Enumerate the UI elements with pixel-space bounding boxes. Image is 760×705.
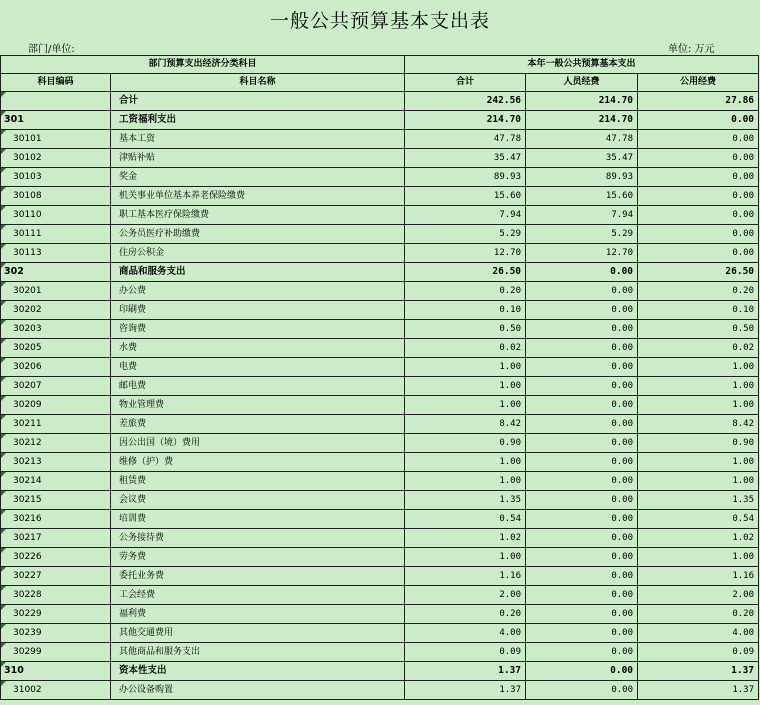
- cell-public: 0.00: [638, 111, 759, 130]
- cell-code: 30214: [1, 472, 111, 491]
- cell-total: 0.09: [405, 643, 526, 662]
- table-row: [1, 168, 759, 187]
- cell-public: 27.86: [638, 92, 759, 111]
- cell-name: 因公出国（境）费用: [111, 434, 405, 453]
- cell-total: 0.20: [405, 605, 526, 624]
- cell-public: 0.00: [638, 225, 759, 244]
- cell-public: 0.00: [638, 130, 759, 149]
- cell-public: 1.00: [638, 358, 759, 377]
- cell-personnel: 0.00: [526, 662, 638, 681]
- cell-name: 公务员医疗补助缴费: [111, 225, 405, 244]
- cell-code: 30101: [1, 130, 111, 149]
- cell-name: 物业管理费: [111, 396, 405, 415]
- cell-name: 职工基本医疗保险缴费: [111, 206, 405, 225]
- cell-personnel: 0.00: [526, 358, 638, 377]
- cell-personnel: 0.00: [526, 472, 638, 491]
- cell-name: 办公设备购置: [111, 681, 405, 700]
- cell-total: 12.70: [405, 244, 526, 263]
- cell-code: [1, 92, 111, 111]
- table-body: [1, 92, 759, 700]
- table-row: [1, 282, 759, 301]
- cell-code: 30113: [1, 244, 111, 263]
- cell-name: 基本工资: [111, 130, 405, 149]
- cell-name: 水费: [111, 339, 405, 358]
- cell-public: 1.16: [638, 567, 759, 586]
- cell-public: 2.00: [638, 586, 759, 605]
- cell-code: 30227: [1, 567, 111, 586]
- cell-total: 5.29: [405, 225, 526, 244]
- header-group-classification: 部门预算支出经济分类科目: [1, 56, 405, 74]
- cell-code: 30201: [1, 282, 111, 301]
- cell-personnel: 0.00: [526, 548, 638, 567]
- cell-total: 1.00: [405, 472, 526, 491]
- cell-personnel: 0.00: [526, 320, 638, 339]
- cell-total: 1.00: [405, 396, 526, 415]
- cell-name: 奖金: [111, 168, 405, 187]
- cell-code: 30299: [1, 643, 111, 662]
- cell-public: 1.37: [638, 681, 759, 700]
- cell-public: 1.00: [638, 396, 759, 415]
- cell-total: 1.00: [405, 377, 526, 396]
- cell-name: 其他交通费用: [111, 624, 405, 643]
- cell-personnel: 0.00: [526, 415, 638, 434]
- cell-personnel: 0.00: [526, 605, 638, 624]
- cell-code: 310: [1, 662, 111, 681]
- header-public: 公用经费: [638, 74, 759, 92]
- cell-public: 1.37: [638, 662, 759, 681]
- cell-name: 电费: [111, 358, 405, 377]
- cell-personnel: 0.00: [526, 263, 638, 282]
- cell-name: 商品和服务支出: [111, 263, 405, 282]
- table-row: [1, 149, 759, 168]
- cell-personnel: 0.00: [526, 624, 638, 643]
- cell-name: 差旅费: [111, 415, 405, 434]
- table-row: [1, 472, 759, 491]
- cell-code: 30203: [1, 320, 111, 339]
- cell-code: 30110: [1, 206, 111, 225]
- cell-total: 214.70: [405, 111, 526, 130]
- cell-code: 30111: [1, 225, 111, 244]
- cell-total: 7.94: [405, 206, 526, 225]
- cell-personnel: 0.00: [526, 643, 638, 662]
- department-label: 部门/单位:: [28, 44, 75, 55]
- cell-public: 0.00: [638, 244, 759, 263]
- table-row: [1, 415, 759, 434]
- table-row: [1, 681, 759, 700]
- table-row: [1, 605, 759, 624]
- cell-personnel: 0.00: [526, 282, 638, 301]
- cell-total: 0.02: [405, 339, 526, 358]
- table-row: [1, 187, 759, 206]
- cell-code: 30206: [1, 358, 111, 377]
- header-group-budget: 本年一般公共预算基本支出: [405, 56, 759, 74]
- cell-public: 1.00: [638, 453, 759, 472]
- cell-name: 资本性支出: [111, 662, 405, 681]
- cell-public: 26.50: [638, 263, 759, 282]
- cell-personnel: 12.70: [526, 244, 638, 263]
- cell-code: 30211: [1, 415, 111, 434]
- cell-personnel: 214.70: [526, 92, 638, 111]
- table-row: [1, 643, 759, 662]
- cell-code: 30228: [1, 586, 111, 605]
- cell-code: 302: [1, 263, 111, 282]
- header-total: 合计: [405, 74, 526, 92]
- cell-code: 30229: [1, 605, 111, 624]
- cell-public: 8.42: [638, 415, 759, 434]
- header-code: 科目编码: [1, 74, 111, 92]
- table-row: [1, 339, 759, 358]
- cell-personnel: 0.00: [526, 434, 638, 453]
- cell-total: 0.90: [405, 434, 526, 453]
- cell-total: 1.00: [405, 548, 526, 567]
- table-row: [1, 377, 759, 396]
- cell-personnel: 0.00: [526, 453, 638, 472]
- cell-total: 1.00: [405, 358, 526, 377]
- cell-name: 工会经费: [111, 586, 405, 605]
- cell-name: 租赁费: [111, 472, 405, 491]
- cell-personnel: 0.00: [526, 567, 638, 586]
- unit-label: 单位: 万元: [668, 44, 715, 55]
- cell-total: 0.54: [405, 510, 526, 529]
- cell-public: 0.00: [638, 206, 759, 225]
- cell-public: 1.02: [638, 529, 759, 548]
- cell-total: 4.00: [405, 624, 526, 643]
- cell-code: 30108: [1, 187, 111, 206]
- cell-code: 30212: [1, 434, 111, 453]
- cell-total: 0.10: [405, 301, 526, 320]
- cell-public: 0.50: [638, 320, 759, 339]
- table-row: [1, 662, 759, 681]
- cell-total: 1.00: [405, 453, 526, 472]
- cell-public: 4.00: [638, 624, 759, 643]
- table-row: [1, 206, 759, 225]
- budget-table: [0, 55, 759, 700]
- cell-code: 30217: [1, 529, 111, 548]
- cell-code: 31002: [1, 681, 111, 700]
- cell-public: 0.00: [638, 187, 759, 206]
- cell-total: 26.50: [405, 263, 526, 282]
- cell-code: 30215: [1, 491, 111, 510]
- table-row: [1, 358, 759, 377]
- table-row: [1, 263, 759, 282]
- cell-personnel: 214.70: [526, 111, 638, 130]
- cell-name: 福利费: [111, 605, 405, 624]
- table-row: [1, 244, 759, 263]
- cell-code: 30213: [1, 453, 111, 472]
- cell-name: 印刷费: [111, 301, 405, 320]
- cell-total: 8.42: [405, 415, 526, 434]
- cell-public: 0.20: [638, 605, 759, 624]
- cell-public: 0.54: [638, 510, 759, 529]
- cell-code: 30226: [1, 548, 111, 567]
- cell-personnel: 0.00: [526, 339, 638, 358]
- cell-code: 30239: [1, 624, 111, 643]
- cell-public: 1.00: [638, 472, 759, 491]
- cell-personnel: 5.29: [526, 225, 638, 244]
- table-row: [1, 396, 759, 415]
- cell-code: 30202: [1, 301, 111, 320]
- cell-name: 维修（护）费: [111, 453, 405, 472]
- cell-total: 0.20: [405, 282, 526, 301]
- cell-total: 1.02: [405, 529, 526, 548]
- cell-personnel: 89.93: [526, 168, 638, 187]
- cell-personnel: 0.00: [526, 396, 638, 415]
- cell-personnel: 0.00: [526, 510, 638, 529]
- cell-name: 住房公积金: [111, 244, 405, 263]
- table-row: [1, 92, 759, 111]
- cell-public: 0.20: [638, 282, 759, 301]
- table-row: [1, 130, 759, 149]
- table-row: [1, 510, 759, 529]
- cell-name: 委托业务费: [111, 567, 405, 586]
- cell-name: 其他商品和服务支出: [111, 643, 405, 662]
- cell-total: 47.78: [405, 130, 526, 149]
- cell-code: 30216: [1, 510, 111, 529]
- table-row: [1, 548, 759, 567]
- cell-personnel: 0.00: [526, 586, 638, 605]
- cell-name: 咨询费: [111, 320, 405, 339]
- cell-name: 培训费: [111, 510, 405, 529]
- cell-public: 0.02: [638, 339, 759, 358]
- cell-total: 1.37: [405, 662, 526, 681]
- header-personnel: 人员经费: [526, 74, 638, 92]
- cell-name: 邮电费: [111, 377, 405, 396]
- cell-code: 301: [1, 111, 111, 130]
- cell-public: 1.00: [638, 548, 759, 567]
- cell-personnel: 0.00: [526, 301, 638, 320]
- table-row: [1, 111, 759, 130]
- cell-total: 15.60: [405, 187, 526, 206]
- table-row: [1, 434, 759, 453]
- cell-personnel: 0.00: [526, 529, 638, 548]
- cell-code: 30207: [1, 377, 111, 396]
- table-row: [1, 301, 759, 320]
- cell-personnel: 47.78: [526, 130, 638, 149]
- cell-name: 津贴补贴: [111, 149, 405, 168]
- cell-public: 0.90: [638, 434, 759, 453]
- cell-name: 工资福利支出: [111, 111, 405, 130]
- table-row: [1, 320, 759, 339]
- cell-total: 89.93: [405, 168, 526, 187]
- header-name: 科目名称: [111, 74, 405, 92]
- table-row: [1, 225, 759, 244]
- cell-total: 2.00: [405, 586, 526, 605]
- cell-personnel: 0.00: [526, 681, 638, 700]
- cell-name: 会议费: [111, 491, 405, 510]
- cell-total: 0.50: [405, 320, 526, 339]
- table-row: [1, 586, 759, 605]
- table-row: [1, 453, 759, 472]
- cell-total: 1.16: [405, 567, 526, 586]
- cell-public: 1.00: [638, 377, 759, 396]
- cell-public: 1.35: [638, 491, 759, 510]
- cell-total: 35.47: [405, 149, 526, 168]
- cell-name: 办公费: [111, 282, 405, 301]
- cell-public: 0.00: [638, 168, 759, 187]
- table-row: [1, 567, 759, 586]
- cell-name: 机关事业单位基本养老保险缴费: [111, 187, 405, 206]
- cell-personnel: 0.00: [526, 377, 638, 396]
- cell-total: 242.56: [405, 92, 526, 111]
- table-row: [1, 624, 759, 643]
- cell-total: 1.35: [405, 491, 526, 510]
- table-row: [1, 529, 759, 548]
- cell-personnel: 0.00: [526, 491, 638, 510]
- page-title: 一般公共预算基本支出表: [269, 10, 490, 32]
- cell-name: 公务接待费: [111, 529, 405, 548]
- cell-public: 0.00: [638, 149, 759, 168]
- cell-code: 30209: [1, 396, 111, 415]
- cell-personnel: 35.47: [526, 149, 638, 168]
- cell-personnel: 7.94: [526, 206, 638, 225]
- cell-public: 0.10: [638, 301, 759, 320]
- cell-name: 合计: [111, 92, 405, 111]
- cell-name: 劳务费: [111, 548, 405, 567]
- cell-code: 30103: [1, 168, 111, 187]
- cell-code: 30102: [1, 149, 111, 168]
- cell-total: 1.37: [405, 681, 526, 700]
- table-row: [1, 491, 759, 510]
- cell-personnel: 15.60: [526, 187, 638, 206]
- cell-public: 0.09: [638, 643, 759, 662]
- cell-code: 30205: [1, 339, 111, 358]
